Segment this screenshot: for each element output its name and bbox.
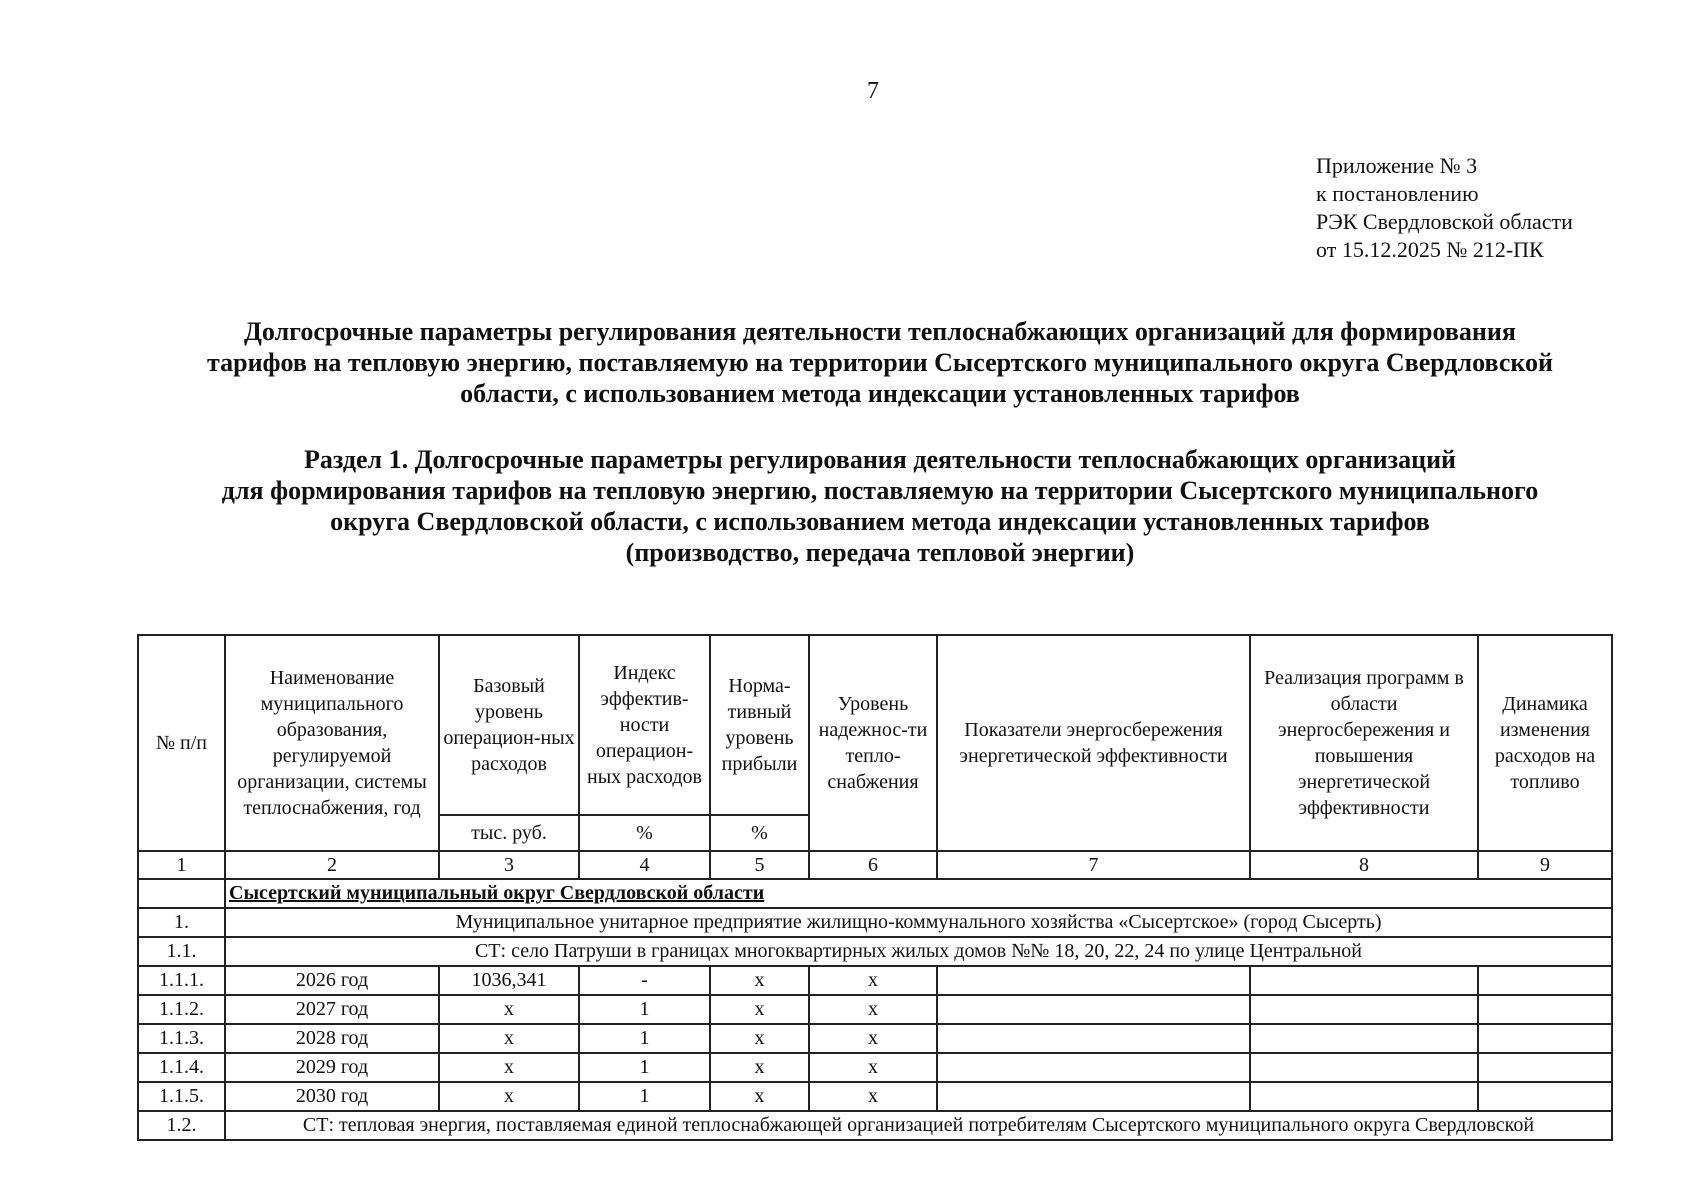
efficiency-index-cell: 1	[579, 1082, 710, 1111]
year-cell: 2028 год	[225, 1024, 439, 1053]
base-opex-cell: х	[439, 1082, 579, 1111]
page-number: 7	[867, 78, 879, 104]
organization-row: Муниципальное унитарное предприятие жилищно-коммунального хозяйства «Сысертское» (город Сысерть)	[225, 908, 1612, 937]
reliability-cell: х	[809, 966, 937, 995]
reliability-cell: х	[809, 1053, 937, 1082]
title-line: Долгосрочные параметры регулирования деятельности теплоснабжающих организаций для формирования	[244, 317, 1516, 346]
column-number-cell: 3	[439, 851, 579, 879]
row-number: 1.1.4.	[138, 1053, 225, 1082]
header-cell-reliability: Уровень надежнос-ти тепло-снабжения	[809, 635, 937, 851]
fuel-dynamics-cell	[1478, 1082, 1612, 1111]
programs-cell	[1250, 966, 1478, 995]
parameters-table	[137, 634, 1613, 1141]
unit-cell: тыс. руб.	[439, 815, 579, 851]
fuel-dynamics-cell	[1478, 1024, 1612, 1053]
empty-cell	[138, 879, 225, 908]
base-opex-cell: 1036,341	[439, 966, 579, 995]
header-cell-base-opex: Базовый уровень операцион-ных расходов	[439, 635, 579, 815]
unit-cell: %	[579, 815, 710, 851]
municipality-row: Сысертский муниципальный округ Свердловской области	[225, 879, 1612, 908]
reliability-cell: х	[809, 1024, 937, 1053]
section-title	[120, 444, 1640, 568]
row-number: 1.1.3.	[138, 1024, 225, 1053]
column-number-cell: 6	[809, 851, 937, 879]
base-opex-cell: х	[439, 995, 579, 1024]
appendix-line: РЭК Свердловской области	[1316, 209, 1573, 234]
unit-cell: %	[710, 815, 809, 851]
efficiency-index-cell: -	[579, 966, 710, 995]
table-row	[138, 1053, 1612, 1082]
appendix-block	[1316, 152, 1573, 264]
column-number-cell: 9	[1478, 851, 1612, 879]
energy-saving-cell	[937, 1024, 1250, 1053]
row-number: 1.1.	[138, 937, 225, 966]
year-cell: 2030 год	[225, 1082, 439, 1111]
fuel-dynamics-cell	[1478, 966, 1612, 995]
fuel-dynamics-cell	[1478, 1053, 1612, 1082]
row-number: 1.	[138, 908, 225, 937]
efficiency-index-cell: 1	[579, 995, 710, 1024]
title-line: области, с использованием метода индексации установленных тарифов	[460, 379, 1300, 408]
programs-cell	[1250, 995, 1478, 1024]
energy-saving-cell	[937, 1082, 1250, 1111]
energy-saving-cell	[937, 995, 1250, 1024]
row-number: 1.1.5.	[138, 1082, 225, 1111]
header-cell-programs: Реализация программ в области энергосбережения и повышения энергетической эффективности	[1250, 635, 1478, 851]
profit-cell: х	[710, 995, 809, 1024]
appendix-line: Приложение № 3	[1316, 153, 1478, 178]
system-row: СТ: тепловая энергия, поставляемая единой теплоснабжающей организацией потребителям Сысертского муниципального округа Свердловской	[225, 1111, 1612, 1140]
table-row	[138, 966, 1612, 995]
fuel-dynamics-cell	[1478, 995, 1612, 1024]
table-row	[138, 1082, 1612, 1111]
column-number-cell: 8	[1250, 851, 1478, 879]
title-line: тарифов на тепловую энергию, поставляемую на территории Сысертского муниципального округа Свердловской	[207, 348, 1553, 377]
column-number-cell: 2	[225, 851, 439, 879]
profit-cell: х	[710, 966, 809, 995]
header-cell-fuel-dynamics: Динамика изменения расходов на топливо	[1478, 635, 1612, 851]
efficiency-index-cell: 1	[579, 1053, 710, 1082]
column-number-cell: 7	[937, 851, 1250, 879]
profit-cell: х	[710, 1082, 809, 1111]
column-number-cell: 5	[710, 851, 809, 879]
table-row	[138, 1024, 1612, 1053]
profit-cell: х	[710, 1024, 809, 1053]
appendix-line: от 15.12.2025 № 212-ПК	[1316, 237, 1544, 262]
section-line: для формирования тарифов на тепловую энергию, поставляемую на территории Сысертского муниципального	[221, 476, 1539, 505]
energy-saving-cell	[937, 1053, 1250, 1082]
reliability-cell: х	[809, 995, 937, 1024]
year-cell: 2026 год	[225, 966, 439, 995]
efficiency-index-cell: 1	[579, 1024, 710, 1053]
header-cell-name: Наименование муниципального образования, регулируемой организации, системы теплоснабжения, год	[225, 635, 439, 851]
header-cell-energy-saving: Показатели энергосбережения энергетической эффективности	[937, 635, 1250, 851]
column-number-cell: 1	[138, 851, 225, 879]
row-number: 1.1.2.	[138, 995, 225, 1024]
document-title	[120, 316, 1640, 409]
base-opex-cell: х	[439, 1053, 579, 1082]
table-row	[138, 995, 1612, 1024]
column-number-cell: 4	[579, 851, 710, 879]
row-number: 1.2.	[138, 1111, 225, 1140]
base-opex-cell: х	[439, 1024, 579, 1053]
profit-cell: х	[710, 1053, 809, 1082]
header-cell-profit: Норма-тивный уровень прибыли	[710, 635, 809, 815]
system-row: СТ: село Патруши в границах многоквартирных жилых домов №№ 18, 20, 22, 24 по улице Центральной	[225, 937, 1612, 966]
row-number: 1.1.1.	[138, 966, 225, 995]
programs-cell	[1250, 1024, 1478, 1053]
section-line: Раздел 1. Долгосрочные параметры регулирования деятельности теплоснабжающих организаций	[303, 445, 1457, 474]
appendix-line: к постановлению	[1316, 181, 1479, 206]
energy-saving-cell	[937, 966, 1250, 995]
section-line: округа Свердловской области, с использованием метода индексации установленных тарифов	[330, 507, 1430, 536]
year-cell: 2027 год	[225, 995, 439, 1024]
section-line: (производство, передача тепловой энергии)	[625, 538, 1135, 567]
programs-cell	[1250, 1082, 1478, 1111]
header-cell-number: № п/п	[138, 635, 225, 851]
programs-cell	[1250, 1053, 1478, 1082]
year-cell: 2029 год	[225, 1053, 439, 1082]
reliability-cell: х	[809, 1082, 937, 1111]
header-cell-efficiency-index: Индекс эффектив-ности операцион-ных расходов	[579, 635, 710, 815]
